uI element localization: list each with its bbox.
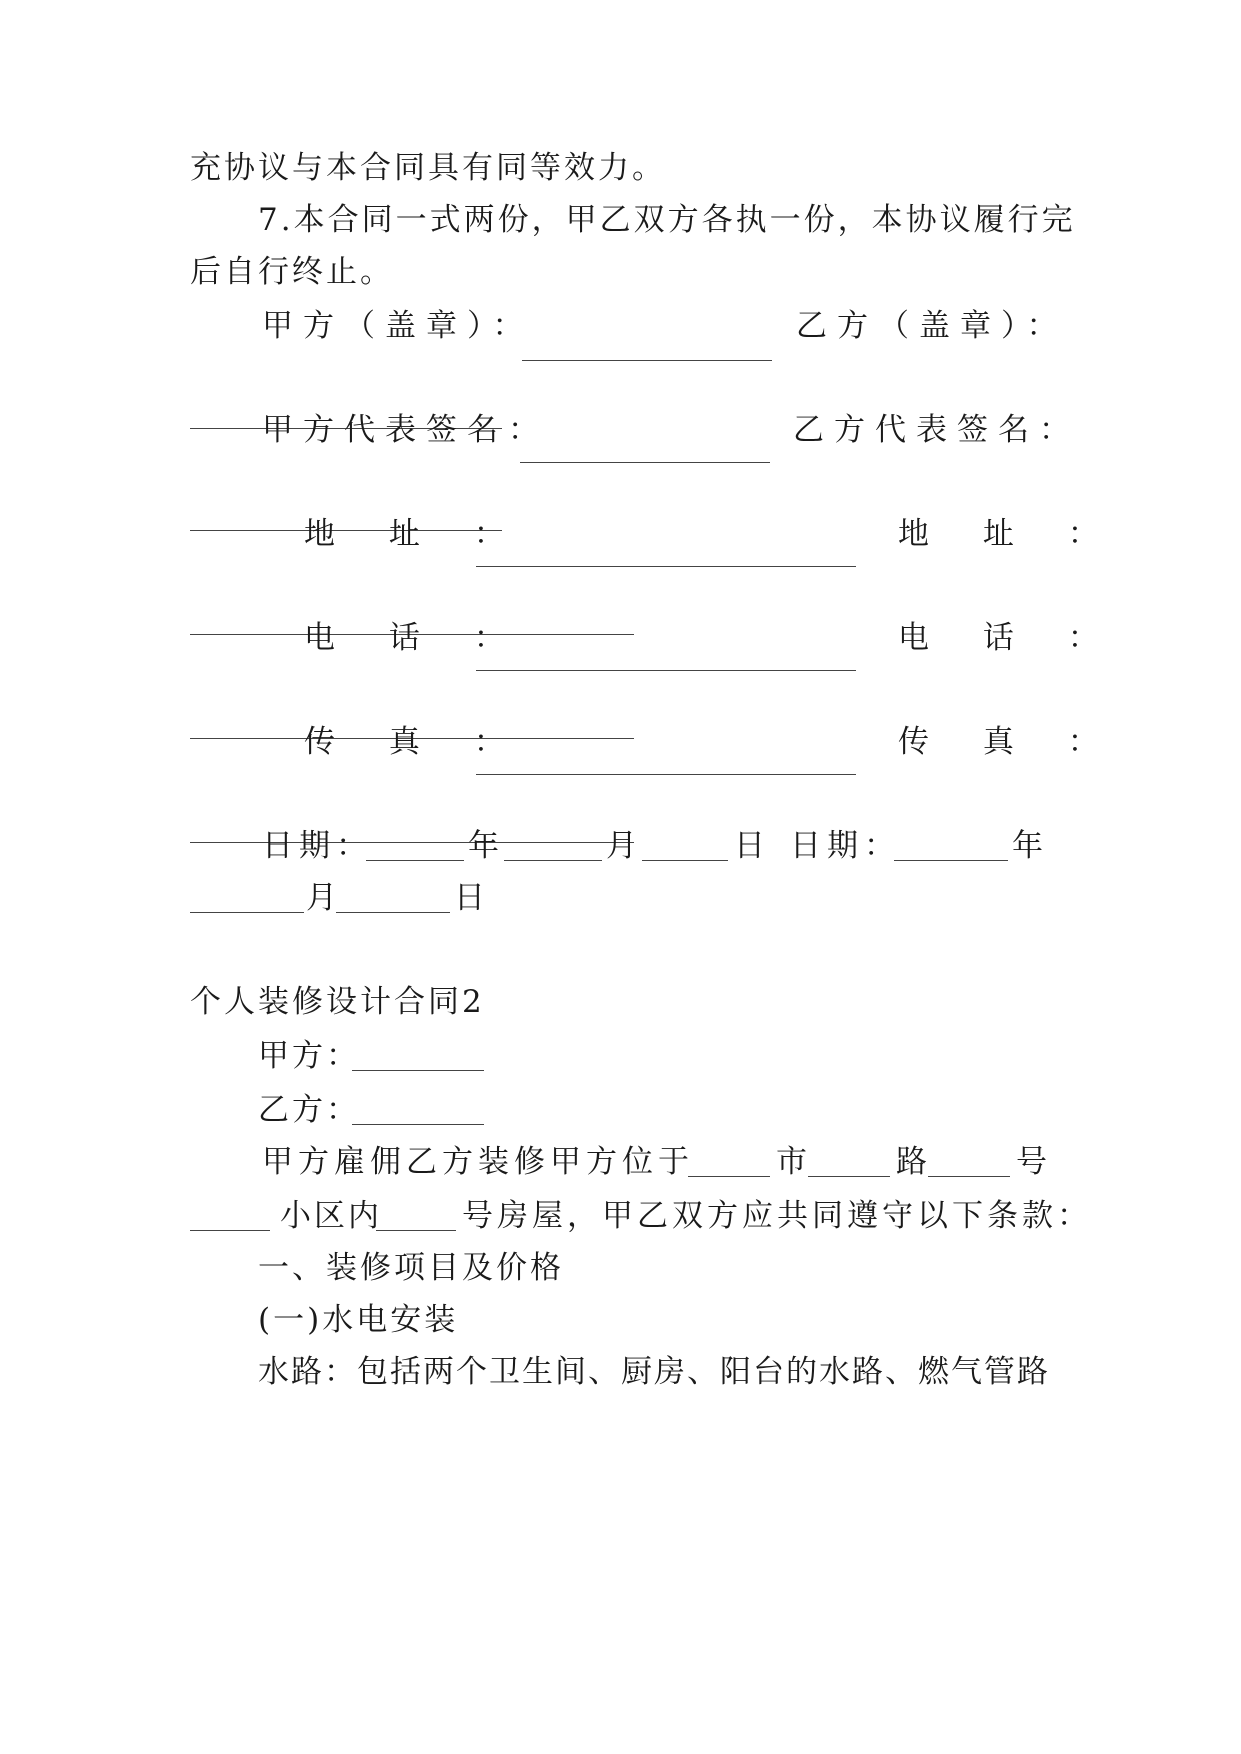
clause-7: 7.本合同一式两份，甲乙双方各执一份，本协议履行完 [258,202,1076,238]
party-b-rep-label: 乙方代表签名： [793,412,1080,448]
city-label: 市 [776,1144,810,1180]
date-a-day-blank [642,860,728,861]
date-a-month-blank [504,860,602,861]
address-b-label: 地 址 ： [898,516,1121,552]
fax-a-label: 传 真 ： [304,724,527,760]
party-a-seal-blank [522,360,772,361]
contract-2-title: 个人装修设计合同2 [190,984,485,1020]
date-b-year-blank [894,860,1008,861]
party-b-blank [352,1124,484,1125]
party-a-label: 甲方： [258,1038,360,1074]
date-a-day: 日 [734,828,768,864]
party-a-blank [352,1070,484,1071]
date-b-label: 日期： [790,828,901,864]
community-label: 小区内 [280,1198,382,1234]
phone-a-label: 电 话 ： [304,620,527,656]
date-b-month: 月 [306,880,340,916]
party-b-label: 乙方： [258,1092,360,1128]
date-b-year: 年 [1012,828,1046,864]
hire-clause-end: 号房屋，甲乙双方应共同遵守以下条款： [462,1198,1092,1234]
paragraph-line: 后自行终止。 [190,254,394,290]
date-b-day: 日 [454,880,488,916]
address-a-label: 地 址 ： [304,516,527,552]
address-a-blank [476,566,856,567]
hire-clause-start: 甲方雇佣乙方装修甲方位于 [262,1144,694,1180]
section-1-heading: 一、装修项目及价格 [258,1250,564,1286]
phone-b-label: 电 话 ： [898,620,1121,656]
fax-a-blank [476,774,856,775]
fax-b-blank [190,842,634,843]
date-a-year: 年 [468,828,502,864]
date-b-day-blank [336,912,450,913]
date-a-label: 日期： [262,828,373,864]
date-a-year-blank [366,860,464,861]
date-b-month-blank [190,912,304,913]
party-a-rep-label: 甲方代表签名： [262,412,549,448]
party-a-seal-label: 甲方（盖章）： [262,308,534,344]
party-b-seal-label: 乙方（盖章）： [796,308,1068,344]
number-label: 号 [1016,1144,1050,1180]
road-blank [808,1176,890,1177]
date-a-month: 月 [606,828,640,864]
road-label: 路 [896,1144,930,1180]
party-a-rep-blank [520,462,770,463]
phone-a-blank [476,670,856,671]
waterway-line: 水路：包括两个卫生间、厨房、阳台的水路、燃气管路 [258,1354,1050,1390]
house-number-blank [376,1230,456,1231]
subsection-1-heading: (一)水电安装 [258,1302,459,1338]
community-blank [190,1230,270,1231]
fax-b-label: 传 真 ： [898,724,1121,760]
paragraph-line: 充协议与本合同具有同等效力。 [190,150,666,186]
city-blank [688,1176,770,1177]
number-blank [928,1176,1010,1177]
